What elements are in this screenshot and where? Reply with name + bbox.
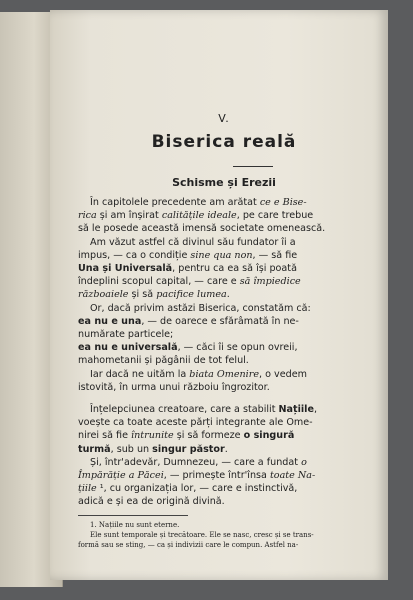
footnote-line: formă sau se sting, — ca și indivizii care le compun. Astfel na-	[78, 540, 299, 549]
text-line: Împărăție a Păcei, — primește într'însa toate Na-	[78, 470, 316, 482]
book-page	[50, 10, 388, 580]
text-line: Am văzut astfel că divinul său fundator îi a	[90, 236, 296, 248]
text-line: îndeplini scopul capital, — care e să împiedice	[78, 276, 301, 288]
text-line: războaiele și să pacifice lumea.	[78, 289, 230, 301]
text-line: Și, într'adevăr, Dumnezeu, — care a fundat o	[90, 456, 307, 468]
footnote-line: 1. Națiile nu sunt eterne.	[90, 520, 180, 529]
text-line: istovită, în urma unui războiu îngrozitor.	[78, 381, 270, 393]
chapter-subtitle: Schisme și Erezii	[172, 176, 276, 189]
text-line: numărate particele;	[78, 329, 174, 341]
text-line: rica și am înșirat calitățile ideale, pe care trebue	[78, 210, 314, 222]
text-line: Iar dacă ne uităm la biata Omenire, o vedem	[90, 368, 307, 380]
text-line: impus, — ca o condiție sine qua non, — să fie	[78, 249, 298, 261]
text-line: ea nu e una, — de oarece e sfărâmată în ne-	[78, 315, 299, 327]
text-line: În capitolele precedente am arătat ce e Bise-	[90, 197, 307, 208]
chapter-number: V.	[218, 112, 230, 125]
text-line: țiile ¹, cu organizația lor, — care e instinctivă,	[78, 483, 298, 495]
text-line: nirei să fie întrunite și să formeze o singură	[78, 430, 295, 442]
text-line: voește ca toate aceste părți integrante ale Ome-	[78, 417, 313, 429]
paragraph-gap	[78, 394, 370, 403]
text-line: Or, dacă privim astăzi Biserica, constatăm că:	[90, 302, 311, 314]
chapter-title: Biserica reală	[151, 132, 297, 152]
text-line: Una și Universală, pentru ca ea să își poată	[78, 263, 297, 275]
text-line: Înțelepciunea creatoare, care a stabilit Națiile,	[90, 404, 318, 416]
text-line: mahometanii și păgânii de tot felul.	[78, 355, 249, 367]
title-divider	[233, 166, 273, 167]
text-line: adică e și ea de origină divină.	[78, 496, 225, 508]
footnote-divider	[78, 515, 188, 516]
text-line: ea nu e universală, — căci îi se opun ovreii,	[78, 342, 298, 354]
body-text	[78, 196, 370, 550]
footnote-line: Ele sunt temporale și trecătoare. Ele se nasc, cresc și se trans-	[90, 530, 314, 539]
text-line: să le posede această imensă societate omenească.	[78, 223, 326, 235]
text-line: turmă, sub un singur păstor.	[78, 443, 228, 455]
